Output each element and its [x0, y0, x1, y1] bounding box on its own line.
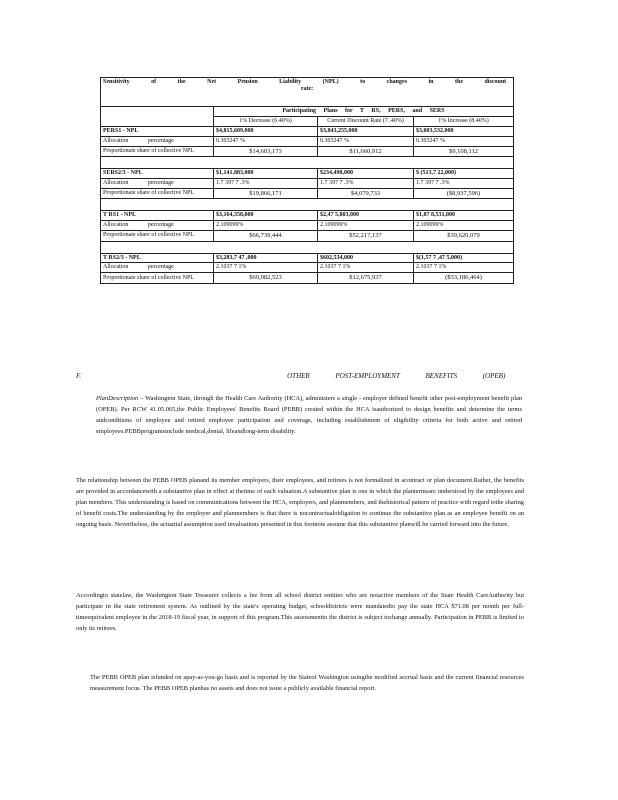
alloc-value: 1.7 397 7 .3%	[414, 178, 514, 188]
alloc-value: 0.303247 %	[318, 136, 414, 146]
row-label: Allocation percentage	[101, 263, 214, 273]
section-name: PERS1 - NPL	[101, 126, 214, 136]
npl-sensitivity-table	[100, 77, 514, 284]
share-value: $19,866,171	[214, 188, 318, 198]
npl-value: $1,141,883,000	[214, 169, 318, 179]
alloc-value: 1.7 397 7 .3%	[318, 178, 414, 188]
section-heading	[76, 372, 505, 380]
npl-value: $ (513,7 22,000)	[414, 169, 514, 179]
npl-value: $3,003,532,000	[414, 126, 514, 136]
share-value: ($33,186,464)	[414, 273, 514, 283]
table-row	[101, 253, 514, 263]
col-header-decrease: 1% Decrease (6.40%)	[214, 116, 318, 126]
table-header-row	[101, 116, 514, 126]
table-row	[101, 273, 514, 283]
table-spacer	[101, 241, 514, 253]
alloc-value: 2.1037 7 1%	[414, 263, 514, 273]
npl-value: $3,283,7 47 ,000	[214, 253, 318, 263]
share-value: $11,660,912	[318, 146, 414, 156]
row-label: Proportionate share of collective NPL	[101, 273, 214, 283]
plan-description-paragraph	[96, 393, 522, 437]
section-name: T RS1 - NPL	[101, 211, 214, 221]
row-label: Allocation percentage	[101, 221, 214, 231]
relationship-paragraph: The relationship between the PEBB OPEB planand its member employers, their employees, and retirees is not formalized in acontract or plan document.Rather, the benefits are provided in accordancewith a substantive plan in effect at thetime of each valuation.A substantive plan is one in which the plantermsare understood by the employees and plan members. This understanding is based on communications between the HCA, employers, and planmembers, and thehistorical pattern of practice with regard tothe sharing of benefit costs.The understanding by the employer and planmembers is that there is nocontractualobligation to continue the substantive plan as an employee benefit on an ongoing basis. Nevertheless, the actuarial assumption used invaluations presented in this footnote assume that this substantive planwill be carried forward into the future.	[76, 477, 524, 528]
npl-value: $(1,57 7 ,47 5,000)	[414, 253, 514, 263]
share-value: $52,217,137	[318, 231, 414, 241]
table-subtitle: Participating Plans for T RS, PERS, and SERS	[214, 107, 514, 117]
table-row	[101, 231, 514, 241]
plan-description-lead: PlanDescription	[96, 395, 139, 402]
row-label: Proportionate share of collective NPL	[101, 188, 214, 198]
table-row	[101, 146, 514, 156]
share-value: $14,603,173	[214, 146, 318, 156]
share-value: $39,620,079	[414, 231, 514, 241]
alloc-value: 2.109099%	[214, 221, 318, 231]
npl-value: $3,164,358,000	[214, 211, 318, 221]
alloc-value: 2.1037 7 1%	[318, 263, 414, 273]
share-value: $4,079,733	[318, 188, 414, 198]
section-title: OTHER POST-EMPLOYMENT BENEFITS (OPEB)	[287, 372, 506, 380]
row-label: Proportionate share of collective NPL	[101, 231, 214, 241]
share-value: $12,675,937	[318, 273, 414, 283]
npl-value: $602,534,000	[318, 253, 414, 263]
table-spacer	[101, 199, 514, 211]
table-row	[101, 221, 514, 231]
alloc-value: 2.1037 7 1%	[214, 263, 318, 273]
npl-value: $2,47 5,803,000	[318, 211, 414, 221]
table-title-cont: rate:	[300, 85, 314, 92]
section-name: T RS2/3 - NPL	[101, 253, 214, 263]
table-row	[101, 188, 514, 198]
state-law-paragraph: Accordingto statelaw, the Washington State Treasurer collects a fee from all school district entities who are notactive members of the State Health CareAuthority but participate in the state retirement system. As outlined by the state's operating budget, schooldistricts were mandatedto pay the state HCA $71.08 per month per full-timeequivalent employee in the 2018-19 fiscal year, in support of this program.This assessmentto the district is subject tochange annually. Participation in PEBB is limited to only its retirees.	[76, 592, 524, 632]
alloc-value: 1.7 397 7 .3%	[214, 178, 318, 188]
section-letter: F.	[76, 372, 82, 380]
npl-value: $1,87 8,531,000	[414, 211, 514, 221]
section-name: SERS2/3 - NPL	[101, 169, 214, 179]
table-spacer	[101, 157, 514, 169]
npl-value: $234,498,000	[318, 169, 414, 179]
share-value: ($8,937,596)	[414, 188, 514, 198]
table-subtitle-row	[101, 107, 514, 117]
table-title-row	[101, 78, 514, 107]
share-value: $9,108,112	[414, 146, 514, 156]
table-row	[101, 136, 514, 146]
npl-value: $3,843,255,000	[318, 126, 414, 136]
table-row	[101, 126, 514, 136]
alloc-value: 2.109099%	[414, 221, 514, 231]
alloc-value: 2.109099%	[318, 221, 414, 231]
share-value: $69,082,523	[214, 273, 318, 283]
npl-value: $4,815,609,000	[214, 126, 318, 136]
table-row	[101, 263, 514, 273]
row-label: Proportionate share of collective NPL	[101, 146, 214, 156]
col-header-current: Current Discount Rate (7 .40%)	[318, 116, 414, 126]
alloc-value: 0.303247 %	[414, 136, 514, 146]
row-label: Allocation percentage	[101, 136, 214, 146]
share-value: $66,739,444	[214, 231, 318, 241]
plan-description-text: – Washington State, through the Health Care Authority (HCA), administers a single - employer defined benefit other post-employment benefit plan (OPEB). Per RCW 41.05.065,the Public Employees' Benefits Board (PEBB) created within the HCA isauthorized to design benefits and determine the terms andconditions of employee and retired employee participation and coverage, including establishment of eligibility criteria for both active and retired employees.PEBBprogramsinclude medical,dental, lifeandlong-term disability.	[96, 395, 522, 435]
table-row	[101, 169, 514, 179]
alloc-value: 0.303247 %	[214, 136, 318, 146]
table-title: Sensitivity of the Net Pension Liability (NPL) to changes in the discount	[103, 79, 507, 85]
funding-paragraph: The PEBB OPEB plan isfunded on apay-as-you-go basis and is reported by the Stateof Washington usingthe modified accrual basis and the current financial resources measurement focus. The PEBB OPEB planhas no assets and does not issue a publicly available financial report.	[90, 674, 524, 692]
row-label: Allocation percentage	[101, 178, 214, 188]
col-header-increase: 1% Increase (8.40%)	[414, 116, 514, 126]
table-row	[101, 178, 514, 188]
table-row	[101, 211, 514, 221]
